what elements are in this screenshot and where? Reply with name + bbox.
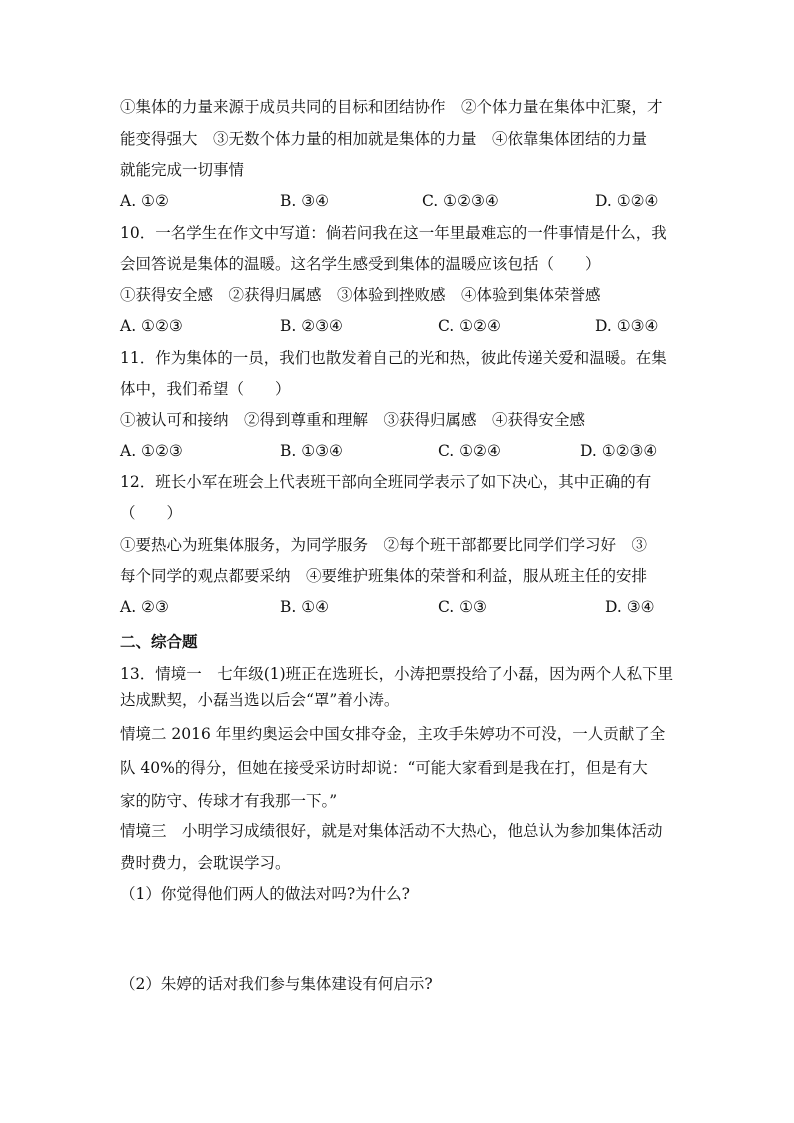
q13-subquestion-1: （1）你觉得他们两人的做法对吗?为什么? [120, 885, 410, 903]
q11-option-d[interactable]: D. ①②③④ [580, 442, 658, 460]
q9-statement-line-1: ①集体的力量来源于成员共同的目标和团结协作 ②个体力量在集体中汇聚，才 [120, 98, 663, 116]
q11-stem-line-2: 体中，我们希望（ ） [120, 380, 291, 398]
q10-option-a[interactable]: A. ①②③ [120, 317, 183, 335]
q10-statements: ①获得安全感 ②获得归属感 ③体验到挫败感 ④体验到集体荣誉感 [120, 286, 601, 304]
q13-scenario-2-line-2: 队 40%的得分，但她在接受采访时却说：“可能大家看到是我在打，但是有大 [120, 759, 648, 777]
q13-scenario-1-line-1: 13．情境一 七年级(1)班正在选班长，小涛把票投给了小磊，因为两个人私下里 [120, 665, 674, 683]
section-heading: 二、综合题 [120, 633, 198, 651]
q12-statement-line-2: 每个同学的观点都要采纳 ④要维护班集体的荣誉和利益，服从班主任的安排 [120, 567, 648, 585]
q10-option-d[interactable]: D. ①③④ [595, 317, 659, 335]
q10-option-c[interactable]: C. ①②④ [438, 317, 501, 335]
q9-statement-line-2: 能变得强大 ③无数个体力量的相加就是集体的力量 ④依靠集体团结的力量 [120, 130, 648, 148]
q11-option-b[interactable]: B. ①③④ [280, 442, 343, 460]
q10-stem-line-1: 10．一名学生在作文中写道：倘若问我在这一年里最难忘的一件事情是什么，我 [120, 224, 667, 242]
q12-stem-line-2: （ ） [120, 504, 183, 522]
q12-stem-line-1: 12．班长小军在班会上代表班干部向全班同学表示了如下决心，其中正确的有 [120, 473, 652, 491]
q13-scenario-1-line-2: 达成默契，小磊当选以后会“罩”着小涛。 [120, 691, 400, 709]
q11-statements: ①被认可和接纳 ②得到尊重和理解 ③获得归属感 ④获得安全感 [120, 411, 586, 429]
q13-scenario-3-line-1: 情境三 小明学习成绩很好，就是对集体活动不大热心，他总认为参加集体活动 [120, 822, 663, 840]
q9-option-d[interactable]: D. ①②④ [595, 192, 659, 210]
q13-scenario-2-line-1: 情境二 2016 年里约奥运会中国女排夺金，主攻手朱婷功不可没，一人贡献了全 [120, 725, 666, 743]
q9-option-a[interactable]: A. ①② [120, 192, 169, 210]
q9-statement-line-3: 就能完成一切事情 [120, 161, 245, 179]
q13-scenario-3-line-2: 费时费力，会耽误学习。 [120, 854, 291, 872]
q12-option-a[interactable]: A. ②③ [120, 598, 169, 616]
q9-option-c[interactable]: C. ①②③④ [422, 192, 499, 210]
q13-scenario-2-line-3: 家的防守、传球才有我那一下。” [120, 792, 338, 810]
q9-option-b[interactable]: B. ③④ [280, 192, 330, 210]
q12-option-d[interactable]: D. ③④ [605, 598, 655, 616]
q12-statement-line-1: ①要热心为班集体服务，为同学服务 ②每个班干部都要比同学们学习好 ③ [120, 536, 648, 554]
q11-stem-line-1: 11．作为集体的一员，我们也散发着自己的光和热，彼此传递关爱和温暖。在集 [120, 349, 667, 367]
q10-option-b[interactable]: B. ②③④ [280, 317, 343, 335]
q13-subquestion-2: （2）朱婷的话对我们参与集体建设有何启示? [120, 975, 433, 993]
q12-option-c[interactable]: C. ①③ [438, 598, 487, 616]
q12-option-b[interactable]: B. ①④ [280, 598, 330, 616]
q11-option-c[interactable]: C. ①②④ [438, 442, 501, 460]
q11-option-a[interactable]: A. ①②③ [120, 442, 183, 460]
q10-stem-line-2: 会回答说是集体的温暖。这名学生感受到集体的温暖应该包括（ ） [120, 255, 601, 273]
